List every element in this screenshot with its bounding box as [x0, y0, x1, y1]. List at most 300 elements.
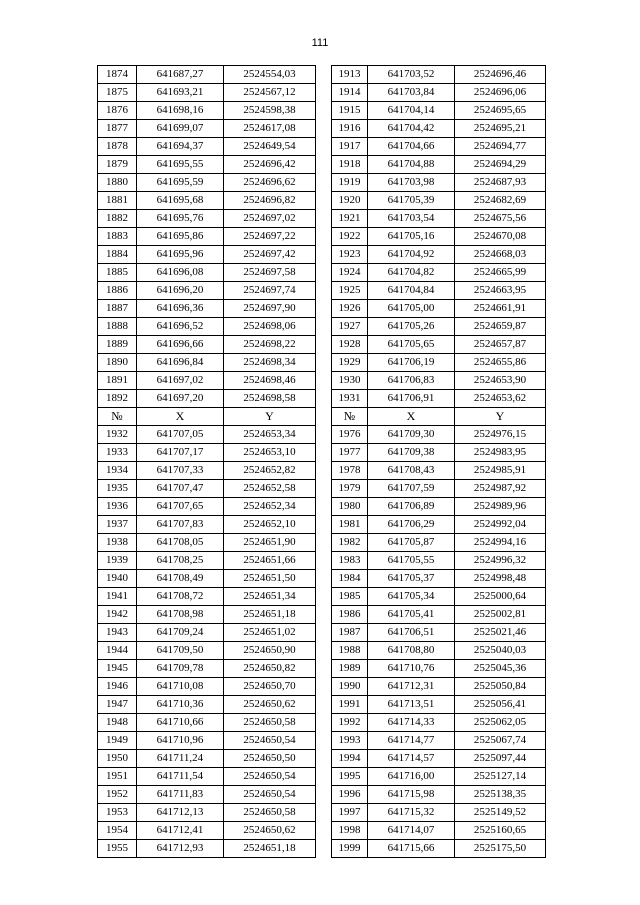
table-row — [98, 534, 546, 552]
header-x: X — [137, 408, 224, 426]
point-number: 1935 — [98, 480, 137, 498]
point-number: 1949 — [98, 732, 137, 750]
column-gap — [316, 624, 332, 642]
coord-y: 2524651,90 — [224, 534, 316, 552]
table-row — [98, 606, 546, 624]
coord-x: 641696,08 — [137, 264, 224, 282]
coord-x: 641704,42 — [368, 120, 455, 138]
table-row — [98, 318, 546, 336]
point-number: 1976 — [332, 426, 368, 444]
coord-y: 2524649,54 — [224, 138, 316, 156]
coord-y: 2524668,03 — [455, 246, 546, 264]
column-gap — [316, 66, 332, 84]
column-gap — [316, 804, 332, 822]
table-row — [98, 174, 546, 192]
coord-y: 2524697,74 — [224, 282, 316, 300]
column-gap — [316, 372, 332, 390]
point-number: 1978 — [332, 462, 368, 480]
coord-x: 641706,91 — [368, 390, 455, 408]
point-number: 1945 — [98, 660, 137, 678]
table-row — [98, 642, 546, 660]
coord-y: 2524698,22 — [224, 336, 316, 354]
point-number: 1994 — [332, 750, 368, 768]
point-number: 1997 — [332, 804, 368, 822]
point-number: 1933 — [98, 444, 137, 462]
point-number: 1983 — [332, 552, 368, 570]
point-number: 1884 — [98, 246, 137, 264]
coord-x: 641710,96 — [137, 732, 224, 750]
coord-y: 2524675,56 — [455, 210, 546, 228]
coord-x: 641707,33 — [137, 462, 224, 480]
coord-x: 641696,20 — [137, 282, 224, 300]
coord-x: 641706,51 — [368, 624, 455, 642]
point-number: 1993 — [332, 732, 368, 750]
coord-y: 2525138,35 — [455, 786, 546, 804]
column-gap — [316, 570, 332, 588]
coord-y: 2524696,06 — [455, 84, 546, 102]
point-number: 1942 — [98, 606, 137, 624]
coord-y: 2524663,95 — [455, 282, 546, 300]
coord-y: 2524989,96 — [455, 498, 546, 516]
coord-y: 2524698,06 — [224, 318, 316, 336]
coord-y: 2524694,29 — [455, 156, 546, 174]
coord-x: 641696,52 — [137, 318, 224, 336]
point-number: 1979 — [332, 480, 368, 498]
coord-x: 641687,27 — [137, 66, 224, 84]
point-number: 1924 — [332, 264, 368, 282]
table-row — [98, 714, 546, 732]
column-gap — [316, 408, 332, 426]
table-row — [98, 750, 546, 768]
point-number: 1954 — [98, 822, 137, 840]
point-number: 1922 — [332, 228, 368, 246]
coord-x: 641695,96 — [137, 246, 224, 264]
point-number: 1950 — [98, 750, 137, 768]
coord-y: 2524695,21 — [455, 120, 546, 138]
point-number: 1982 — [332, 534, 368, 552]
point-number: 1989 — [332, 660, 368, 678]
column-gap — [316, 156, 332, 174]
coord-x: 641708,80 — [368, 642, 455, 660]
coord-y: 2524697,90 — [224, 300, 316, 318]
column-gap — [316, 732, 332, 750]
coord-y: 2525021,46 — [455, 624, 546, 642]
coord-x: 641708,43 — [368, 462, 455, 480]
coord-x: 641706,83 — [368, 372, 455, 390]
coord-y: 2524653,62 — [455, 390, 546, 408]
coord-x: 641706,89 — [368, 498, 455, 516]
coord-x: 641695,59 — [137, 174, 224, 192]
coord-x: 641708,72 — [137, 588, 224, 606]
coord-y: 2524651,18 — [224, 840, 316, 858]
table-row — [98, 570, 546, 588]
coord-x: 641705,87 — [368, 534, 455, 552]
column-gap — [316, 300, 332, 318]
table-row — [98, 822, 546, 840]
coord-x: 641705,65 — [368, 336, 455, 354]
coord-x: 641705,37 — [368, 570, 455, 588]
coord-y: 2524983,95 — [455, 444, 546, 462]
coord-x: 641709,30 — [368, 426, 455, 444]
coord-y: 2524697,22 — [224, 228, 316, 246]
coord-x: 641714,77 — [368, 732, 455, 750]
table-row — [98, 804, 546, 822]
column-gap — [316, 102, 332, 120]
coord-x: 641704,92 — [368, 246, 455, 264]
column-gap — [316, 660, 332, 678]
table-row — [98, 156, 546, 174]
point-number: 1952 — [98, 786, 137, 804]
point-number: 1951 — [98, 768, 137, 786]
coordinates-table — [97, 65, 546, 858]
column-gap — [316, 210, 332, 228]
coord-y: 2525097,44 — [455, 750, 546, 768]
coord-y: 2524696,62 — [224, 174, 316, 192]
coord-x: 641696,36 — [137, 300, 224, 318]
point-number: 1990 — [332, 678, 368, 696]
coord-x: 641710,36 — [137, 696, 224, 714]
coord-y: 2524996,32 — [455, 552, 546, 570]
coord-y: 2524650,70 — [224, 678, 316, 696]
coord-y: 2524657,87 — [455, 336, 546, 354]
coord-y: 2524994,16 — [455, 534, 546, 552]
coord-y: 2525149,52 — [455, 804, 546, 822]
coord-y: 2525056,41 — [455, 696, 546, 714]
point-number: 1947 — [98, 696, 137, 714]
point-number: 1995 — [332, 768, 368, 786]
point-number: 1875 — [98, 84, 137, 102]
coord-y: 2524655,86 — [455, 354, 546, 372]
coord-y: 2525067,74 — [455, 732, 546, 750]
table-row — [98, 84, 546, 102]
point-number: 1879 — [98, 156, 137, 174]
coord-y: 2524652,58 — [224, 480, 316, 498]
coord-y: 2524987,92 — [455, 480, 546, 498]
point-number: 1887 — [98, 300, 137, 318]
point-number: 1920 — [332, 192, 368, 210]
point-number: 1931 — [332, 390, 368, 408]
coord-y: 2524698,58 — [224, 390, 316, 408]
coord-x: 641709,24 — [137, 624, 224, 642]
column-gap — [316, 84, 332, 102]
point-number: 1925 — [332, 282, 368, 300]
point-number: 1917 — [332, 138, 368, 156]
column-gap — [316, 354, 332, 372]
coord-y: 2524976,15 — [455, 426, 546, 444]
column-gap — [316, 282, 332, 300]
point-number: 1892 — [98, 390, 137, 408]
point-number: 1985 — [332, 588, 368, 606]
point-number: 1913 — [332, 66, 368, 84]
coord-y: 2525160,65 — [455, 822, 546, 840]
point-number: 1980 — [332, 498, 368, 516]
column-gap — [316, 336, 332, 354]
point-number: 1926 — [332, 300, 368, 318]
point-number: 1988 — [332, 642, 368, 660]
point-number: 1946 — [98, 678, 137, 696]
coord-x: 641712,31 — [368, 678, 455, 696]
column-gap — [316, 174, 332, 192]
coord-y: 2524650,54 — [224, 768, 316, 786]
point-number: 1927 — [332, 318, 368, 336]
coord-y: 2524998,48 — [455, 570, 546, 588]
coord-y: 2524567,12 — [224, 84, 316, 102]
table-row — [98, 264, 546, 282]
point-number: 1944 — [98, 642, 137, 660]
coord-x: 641705,39 — [368, 192, 455, 210]
point-number: 1882 — [98, 210, 137, 228]
point-number: 1881 — [98, 192, 137, 210]
coord-y: 2524598,38 — [224, 102, 316, 120]
coord-x: 641698,16 — [137, 102, 224, 120]
point-number: 1889 — [98, 336, 137, 354]
coord-y: 2524650,54 — [224, 786, 316, 804]
column-gap — [316, 426, 332, 444]
page-number: 111 — [311, 37, 329, 49]
coord-y: 2524696,46 — [455, 66, 546, 84]
table-row — [98, 624, 546, 642]
column-gap — [316, 822, 332, 840]
coord-y: 2524651,66 — [224, 552, 316, 570]
point-number: 1939 — [98, 552, 137, 570]
coord-y: 2525040,03 — [455, 642, 546, 660]
coord-x: 641704,66 — [368, 138, 455, 156]
table-row — [98, 354, 546, 372]
coord-x: 641709,78 — [137, 660, 224, 678]
coord-x: 641695,86 — [137, 228, 224, 246]
coord-x: 641708,49 — [137, 570, 224, 588]
column-gap — [316, 786, 332, 804]
coord-y: 2524659,87 — [455, 318, 546, 336]
coord-x: 641707,65 — [137, 498, 224, 516]
coord-x: 641711,54 — [137, 768, 224, 786]
coord-x: 641704,14 — [368, 102, 455, 120]
coord-x: 641713,51 — [368, 696, 455, 714]
coord-x: 641708,98 — [137, 606, 224, 624]
point-number: 1981 — [332, 516, 368, 534]
coord-x: 641707,59 — [368, 480, 455, 498]
coord-y: 2524650,62 — [224, 822, 316, 840]
point-number: 1876 — [98, 102, 137, 120]
coord-y: 2524653,10 — [224, 444, 316, 462]
coord-y: 2524651,50 — [224, 570, 316, 588]
coord-x: 641696,84 — [137, 354, 224, 372]
table-row — [98, 390, 546, 408]
point-number: 1874 — [98, 66, 137, 84]
point-number: 1986 — [332, 606, 368, 624]
point-number: 1996 — [332, 786, 368, 804]
column-gap — [316, 390, 332, 408]
table-row — [98, 696, 546, 714]
coord-x: 641693,21 — [137, 84, 224, 102]
coord-x: 641712,93 — [137, 840, 224, 858]
coord-x: 641703,54 — [368, 210, 455, 228]
point-number: 1891 — [98, 372, 137, 390]
header-y: Y — [455, 408, 546, 426]
coord-x: 641715,98 — [368, 786, 455, 804]
coord-y: 2524554,03 — [224, 66, 316, 84]
table-row — [98, 210, 546, 228]
coord-y: 2524687,93 — [455, 174, 546, 192]
column-gap — [316, 318, 332, 336]
table-row — [98, 498, 546, 516]
coord-y: 2524985,91 — [455, 462, 546, 480]
coord-y: 2524652,10 — [224, 516, 316, 534]
coord-x: 641715,32 — [368, 804, 455, 822]
coord-y: 2524650,82 — [224, 660, 316, 678]
coord-y: 2525000,64 — [455, 588, 546, 606]
coord-y: 2524697,42 — [224, 246, 316, 264]
column-gap — [316, 192, 332, 210]
header-number: № — [332, 408, 368, 426]
point-number: 1929 — [332, 354, 368, 372]
coord-x: 641710,66 — [137, 714, 224, 732]
column-gap — [316, 552, 332, 570]
coord-x: 641705,16 — [368, 228, 455, 246]
coord-x: 641705,26 — [368, 318, 455, 336]
coord-x: 641707,47 — [137, 480, 224, 498]
column-gap — [316, 462, 332, 480]
coord-x: 641711,24 — [137, 750, 224, 768]
coord-x: 641697,02 — [137, 372, 224, 390]
coord-y: 2524650,54 — [224, 732, 316, 750]
table-row — [98, 228, 546, 246]
column-gap — [316, 480, 332, 498]
coord-y: 2524650,90 — [224, 642, 316, 660]
coord-y: 2525062,05 — [455, 714, 546, 732]
point-number: 1991 — [332, 696, 368, 714]
coord-x: 641712,13 — [137, 804, 224, 822]
coord-y: 2524682,69 — [455, 192, 546, 210]
table-row — [98, 660, 546, 678]
coord-x: 641694,37 — [137, 138, 224, 156]
point-number: 1880 — [98, 174, 137, 192]
coord-y: 2524661,91 — [455, 300, 546, 318]
point-number: 1953 — [98, 804, 137, 822]
point-number: 1987 — [332, 624, 368, 642]
table-row — [98, 336, 546, 354]
table-row — [98, 246, 546, 264]
coord-x: 641704,88 — [368, 156, 455, 174]
coord-y: 2524652,34 — [224, 498, 316, 516]
column-gap — [316, 678, 332, 696]
coord-x: 641708,05 — [137, 534, 224, 552]
coord-x: 641696,66 — [137, 336, 224, 354]
coord-y: 2524665,99 — [455, 264, 546, 282]
point-number: 1932 — [98, 426, 137, 444]
point-number: 1977 — [332, 444, 368, 462]
coord-x: 641710,08 — [137, 678, 224, 696]
point-number: 1890 — [98, 354, 137, 372]
coord-y: 2524695,65 — [455, 102, 546, 120]
coord-y: 2524650,58 — [224, 714, 316, 732]
column-gap — [316, 264, 332, 282]
coord-y: 2524653,34 — [224, 426, 316, 444]
point-number: 1923 — [332, 246, 368, 264]
column-gap — [316, 588, 332, 606]
column-gap — [316, 606, 332, 624]
header-y: Y — [224, 408, 316, 426]
point-number: 1940 — [98, 570, 137, 588]
table-row — [98, 444, 546, 462]
table-row — [98, 588, 546, 606]
coord-y: 2524698,46 — [224, 372, 316, 390]
point-number: 1883 — [98, 228, 137, 246]
coord-x: 641707,17 — [137, 444, 224, 462]
point-number: 1999 — [332, 840, 368, 858]
coord-y: 2524651,34 — [224, 588, 316, 606]
point-number: 1916 — [332, 120, 368, 138]
point-number: 1984 — [332, 570, 368, 588]
coord-x: 641695,55 — [137, 156, 224, 174]
point-number: 1955 — [98, 840, 137, 858]
table-row — [98, 372, 546, 390]
table-row — [98, 480, 546, 498]
coord-y: 2524694,77 — [455, 138, 546, 156]
coord-x: 641707,83 — [137, 516, 224, 534]
point-number: 1914 — [332, 84, 368, 102]
coord-y: 2525050,84 — [455, 678, 546, 696]
table-row — [98, 138, 546, 156]
point-number: 1918 — [332, 156, 368, 174]
column-gap — [316, 444, 332, 462]
point-number: 1915 — [332, 102, 368, 120]
header-row — [98, 408, 546, 426]
point-number: 1921 — [332, 210, 368, 228]
coord-y: 2524653,90 — [455, 372, 546, 390]
table-row — [98, 192, 546, 210]
coord-x: 641710,76 — [368, 660, 455, 678]
coord-x: 641705,41 — [368, 606, 455, 624]
point-number: 1992 — [332, 714, 368, 732]
coord-x: 641695,68 — [137, 192, 224, 210]
coord-x: 641706,19 — [368, 354, 455, 372]
coord-x: 641707,05 — [137, 426, 224, 444]
coord-y: 2524651,02 — [224, 624, 316, 642]
coord-x: 641714,07 — [368, 822, 455, 840]
coord-x: 641703,98 — [368, 174, 455, 192]
column-gap — [316, 120, 332, 138]
coord-x: 641711,83 — [137, 786, 224, 804]
column-gap — [316, 516, 332, 534]
coord-x: 641695,76 — [137, 210, 224, 228]
table-row — [98, 102, 546, 120]
coord-x: 641708,25 — [137, 552, 224, 570]
table-row — [98, 552, 546, 570]
table-row — [98, 120, 546, 138]
coord-x: 641705,34 — [368, 588, 455, 606]
header-number: № — [98, 408, 137, 426]
coord-y: 2525045,36 — [455, 660, 546, 678]
coord-y: 2524992,04 — [455, 516, 546, 534]
point-number: 1998 — [332, 822, 368, 840]
coord-y: 2524652,82 — [224, 462, 316, 480]
column-gap — [316, 246, 332, 264]
table-row — [98, 282, 546, 300]
coord-x: 641704,82 — [368, 264, 455, 282]
point-number: 1934 — [98, 462, 137, 480]
coord-y: 2524617,08 — [224, 120, 316, 138]
coord-x: 641714,57 — [368, 750, 455, 768]
coord-x: 641706,29 — [368, 516, 455, 534]
column-gap — [316, 714, 332, 732]
table-row — [98, 840, 546, 858]
point-number: 1885 — [98, 264, 137, 282]
coord-y: 2524696,82 — [224, 192, 316, 210]
point-number: 1919 — [332, 174, 368, 192]
coord-y: 2524670,08 — [455, 228, 546, 246]
coord-y: 2524650,62 — [224, 696, 316, 714]
